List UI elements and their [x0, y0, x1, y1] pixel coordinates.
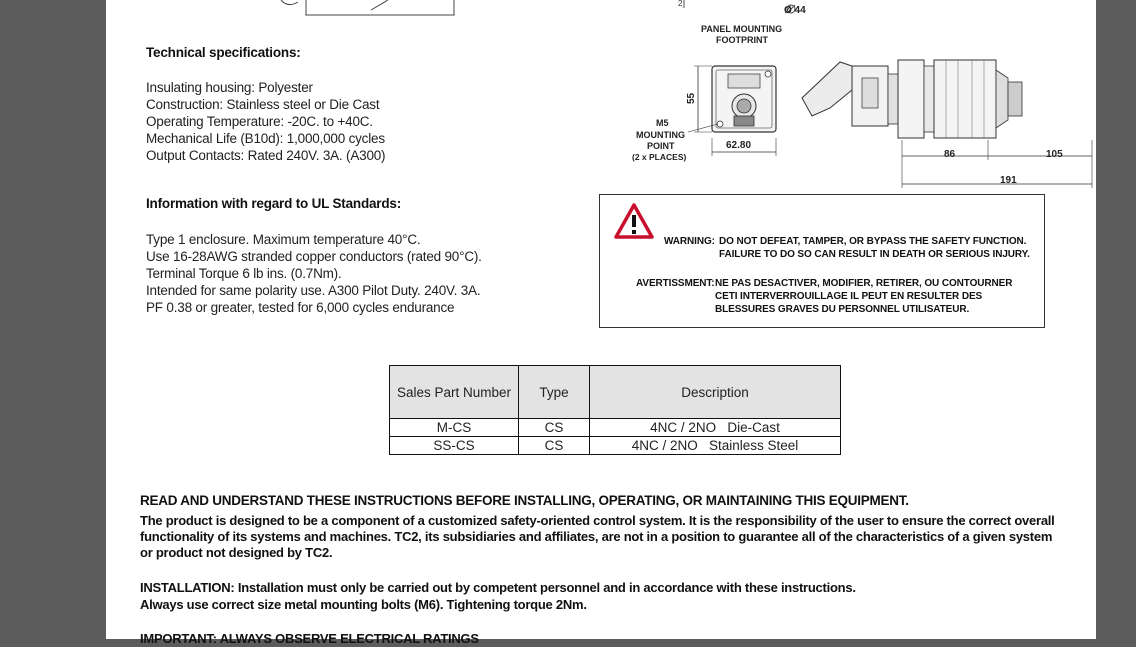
dim-6280: 62.80 — [726, 140, 752, 151]
read-instructions-line: READ AND UNDERSTAND THESE INSTRUCTIONS BEFORE INSTALLING, OPERATING, OR MAINTAINING THIS EQUIPMENT. — [140, 493, 909, 508]
ul-line: Type 1 enclosure. Maximum temperature 40°C. — [146, 232, 421, 247]
table-cell: 4NC / 2NO Die-Cast — [590, 419, 841, 437]
product-line: The product is designed to be a component of a customized safety-oriented control system. It is the responsibility of the user to ensure the correct overall — [140, 513, 1055, 528]
avertissment-line-2: CETI INTERVERROUILLAGE IL PEUT EN RESULTER DES — [715, 291, 983, 302]
table-cell: CS — [519, 419, 590, 437]
table-row — [390, 437, 841, 455]
m5-label-2: MOUNTING — [636, 130, 685, 140]
tech-spec-list — [146, 79, 385, 164]
svg-text:2: 2 — [678, 0, 683, 8]
top-drawing-fragment — [276, 0, 466, 20]
warning-line-1: DO NOT DEFEAT, TAMPER, OR BYPASS THE SAFETY FUNCTION. — [719, 236, 1027, 247]
footprint-label-2: FOOTPRINT — [716, 35, 768, 45]
m5-label-3: POINT — [647, 141, 675, 151]
warning-box — [599, 194, 1045, 328]
installation-line: Always use correct size metal mounting bolts (M6). Tightening torque 2Nm. — [140, 597, 587, 612]
warning-triangle-icon — [613, 202, 655, 240]
important-line: IMPORTANT: ALWAYS OBSERVE ELECTRICAL RATINGS — [140, 631, 479, 646]
avertissment-label: AVERTISSMENT: — [636, 278, 715, 289]
spec-line: Insulating housing: Polyester — [146, 80, 313, 95]
m5-label-1: M5 — [656, 118, 669, 128]
dim-55: 55 — [686, 92, 697, 104]
dim-86: 86 — [944, 149, 956, 160]
diameter-label: Ø 44 — [784, 5, 806, 16]
document-page — [106, 0, 1096, 646]
ul-line: Intended for same polarity use. A300 Pilot Duty. 240V. 3A. — [146, 283, 481, 298]
warning-label: WARNING: — [664, 236, 715, 247]
installation-line: INSTALLATION: Installation must only be carried out by competent personnel and in accordance with these instructions. — [140, 580, 856, 595]
ul-line: PF 0.38 or greater, tested for 6,000 cycles endurance — [146, 300, 455, 315]
dim-105: 105 — [1046, 149, 1063, 160]
table-cell: M-CS — [390, 419, 519, 437]
spec-line: Output Contacts: Rated 240V. 3A. (A300) — [146, 148, 386, 163]
table-row — [390, 419, 841, 437]
spec-line: Operating Temperature: -20C. to +40C. — [146, 114, 373, 129]
avertissment-line-3: BLESSURES GRAVES DU PERSONNEL UTILISATEUR. — [715, 304, 970, 315]
table-header-row — [390, 366, 841, 419]
dim-191: 191 — [1000, 175, 1017, 186]
spec-line: Construction: Stainless steel or Die Cast — [146, 97, 380, 112]
spec-line: Mechanical Life (B10d): 1,000,000 cycles — [146, 131, 385, 146]
parts-table — [389, 365, 841, 455]
table-cell: SS-CS — [390, 437, 519, 455]
m5-label-4: (2 x PLACES) — [632, 152, 687, 162]
avertissment-line-1: NE PAS DESACTIVER, MODIFIER, RETIRER, OU CONTOURNER — [715, 278, 1013, 289]
product-line: or product not designed by TC2. — [140, 545, 333, 560]
col-header: Sales Part Number — [390, 366, 519, 419]
technical-drawing — [616, 0, 1063, 190]
ul-heading: Information with regard to UL Standards: — [146, 196, 402, 211]
footprint-label-1: PANEL MOUNTING — [701, 24, 783, 34]
product-line: functionality of its systems and machines. TC2, its subsidiaries and affiliates, are not in a position to guarantee all of the characteristics of a given system — [140, 529, 1053, 544]
warning-line-2: FAILURE TO DO SO CAN RESULT IN DEATH OR SERIOUS INJURY. — [719, 249, 1030, 260]
col-header: Description — [590, 366, 841, 419]
ul-line: Use 16-28AWG stranded copper conductors (rated 90°C). — [146, 249, 482, 264]
ul-list — [146, 231, 482, 316]
ul-line: Terminal Torque 6 lb ins. (0.7Nm). — [146, 266, 342, 281]
table-cell: 4NC / 2NO Stainless Steel — [590, 437, 841, 455]
col-header: Type — [519, 366, 590, 419]
table-cell: CS — [519, 437, 590, 455]
tech-spec-heading: Technical specifications: — [146, 45, 301, 60]
